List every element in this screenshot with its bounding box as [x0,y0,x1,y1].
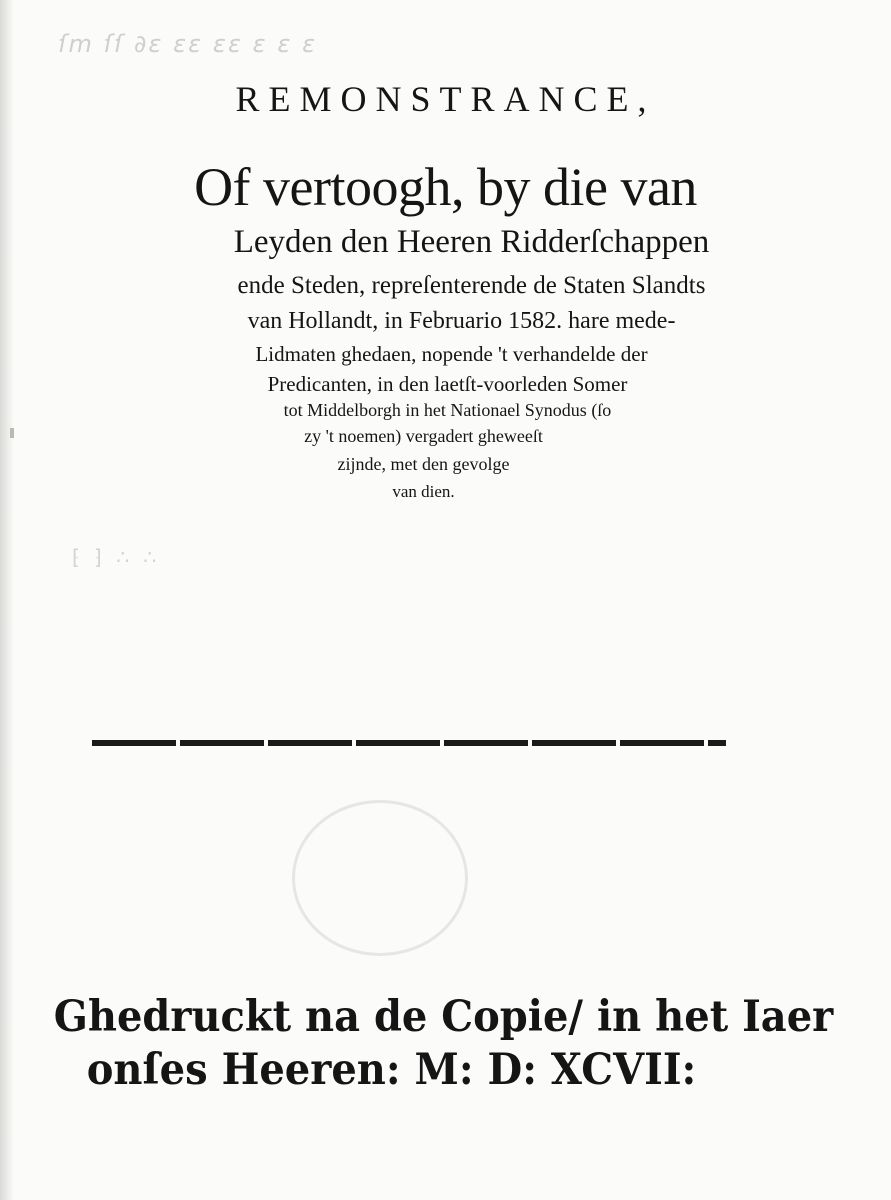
title-line-7: Predicanten, in den laetſt-voorleden Somer [267,372,628,396]
title-line-1: REMONSTRANCE, [235,79,656,119]
title-line-10: zijnde, met den gevolge [337,454,510,474]
horizontal-rule [92,740,726,746]
title-line-8: tot Middelborgh in het Nationael Synodus (ſo [283,400,612,420]
title-line-11: van dien. [392,482,455,501]
title-line-9: zy 't noemen) vergadert gheweeſt [304,426,543,446]
title-line-4: ende Steden, repreſenterende de Staten Slandts [237,272,706,299]
faint-library-stamp [292,800,468,956]
title-line-5: van Hollandt, in Februario 1582. hare mede- [247,308,676,334]
imprint-line-2: onſes Heeren: M: D: XCVII: [86,1044,697,1095]
title-line-6: Lidmaten ghedaen, nopende 't verhandelde der [255,342,648,366]
title-line-2: Of vertoogh, by die van [194,157,697,217]
title-line-3: Leyden den Heeren Ridderſchappen [233,224,710,260]
faint-handwritten-note: ſm ſſ ∂ɛ ɛɛ ɛɛ ɛ ɛ ɛ [58,30,318,58]
faint-shelfmark: ⁅ ⁆ ∴ ∴ [72,545,161,569]
imprint-line-1: Ghedruckt na de Copie/ in het Iaer [53,991,834,1042]
